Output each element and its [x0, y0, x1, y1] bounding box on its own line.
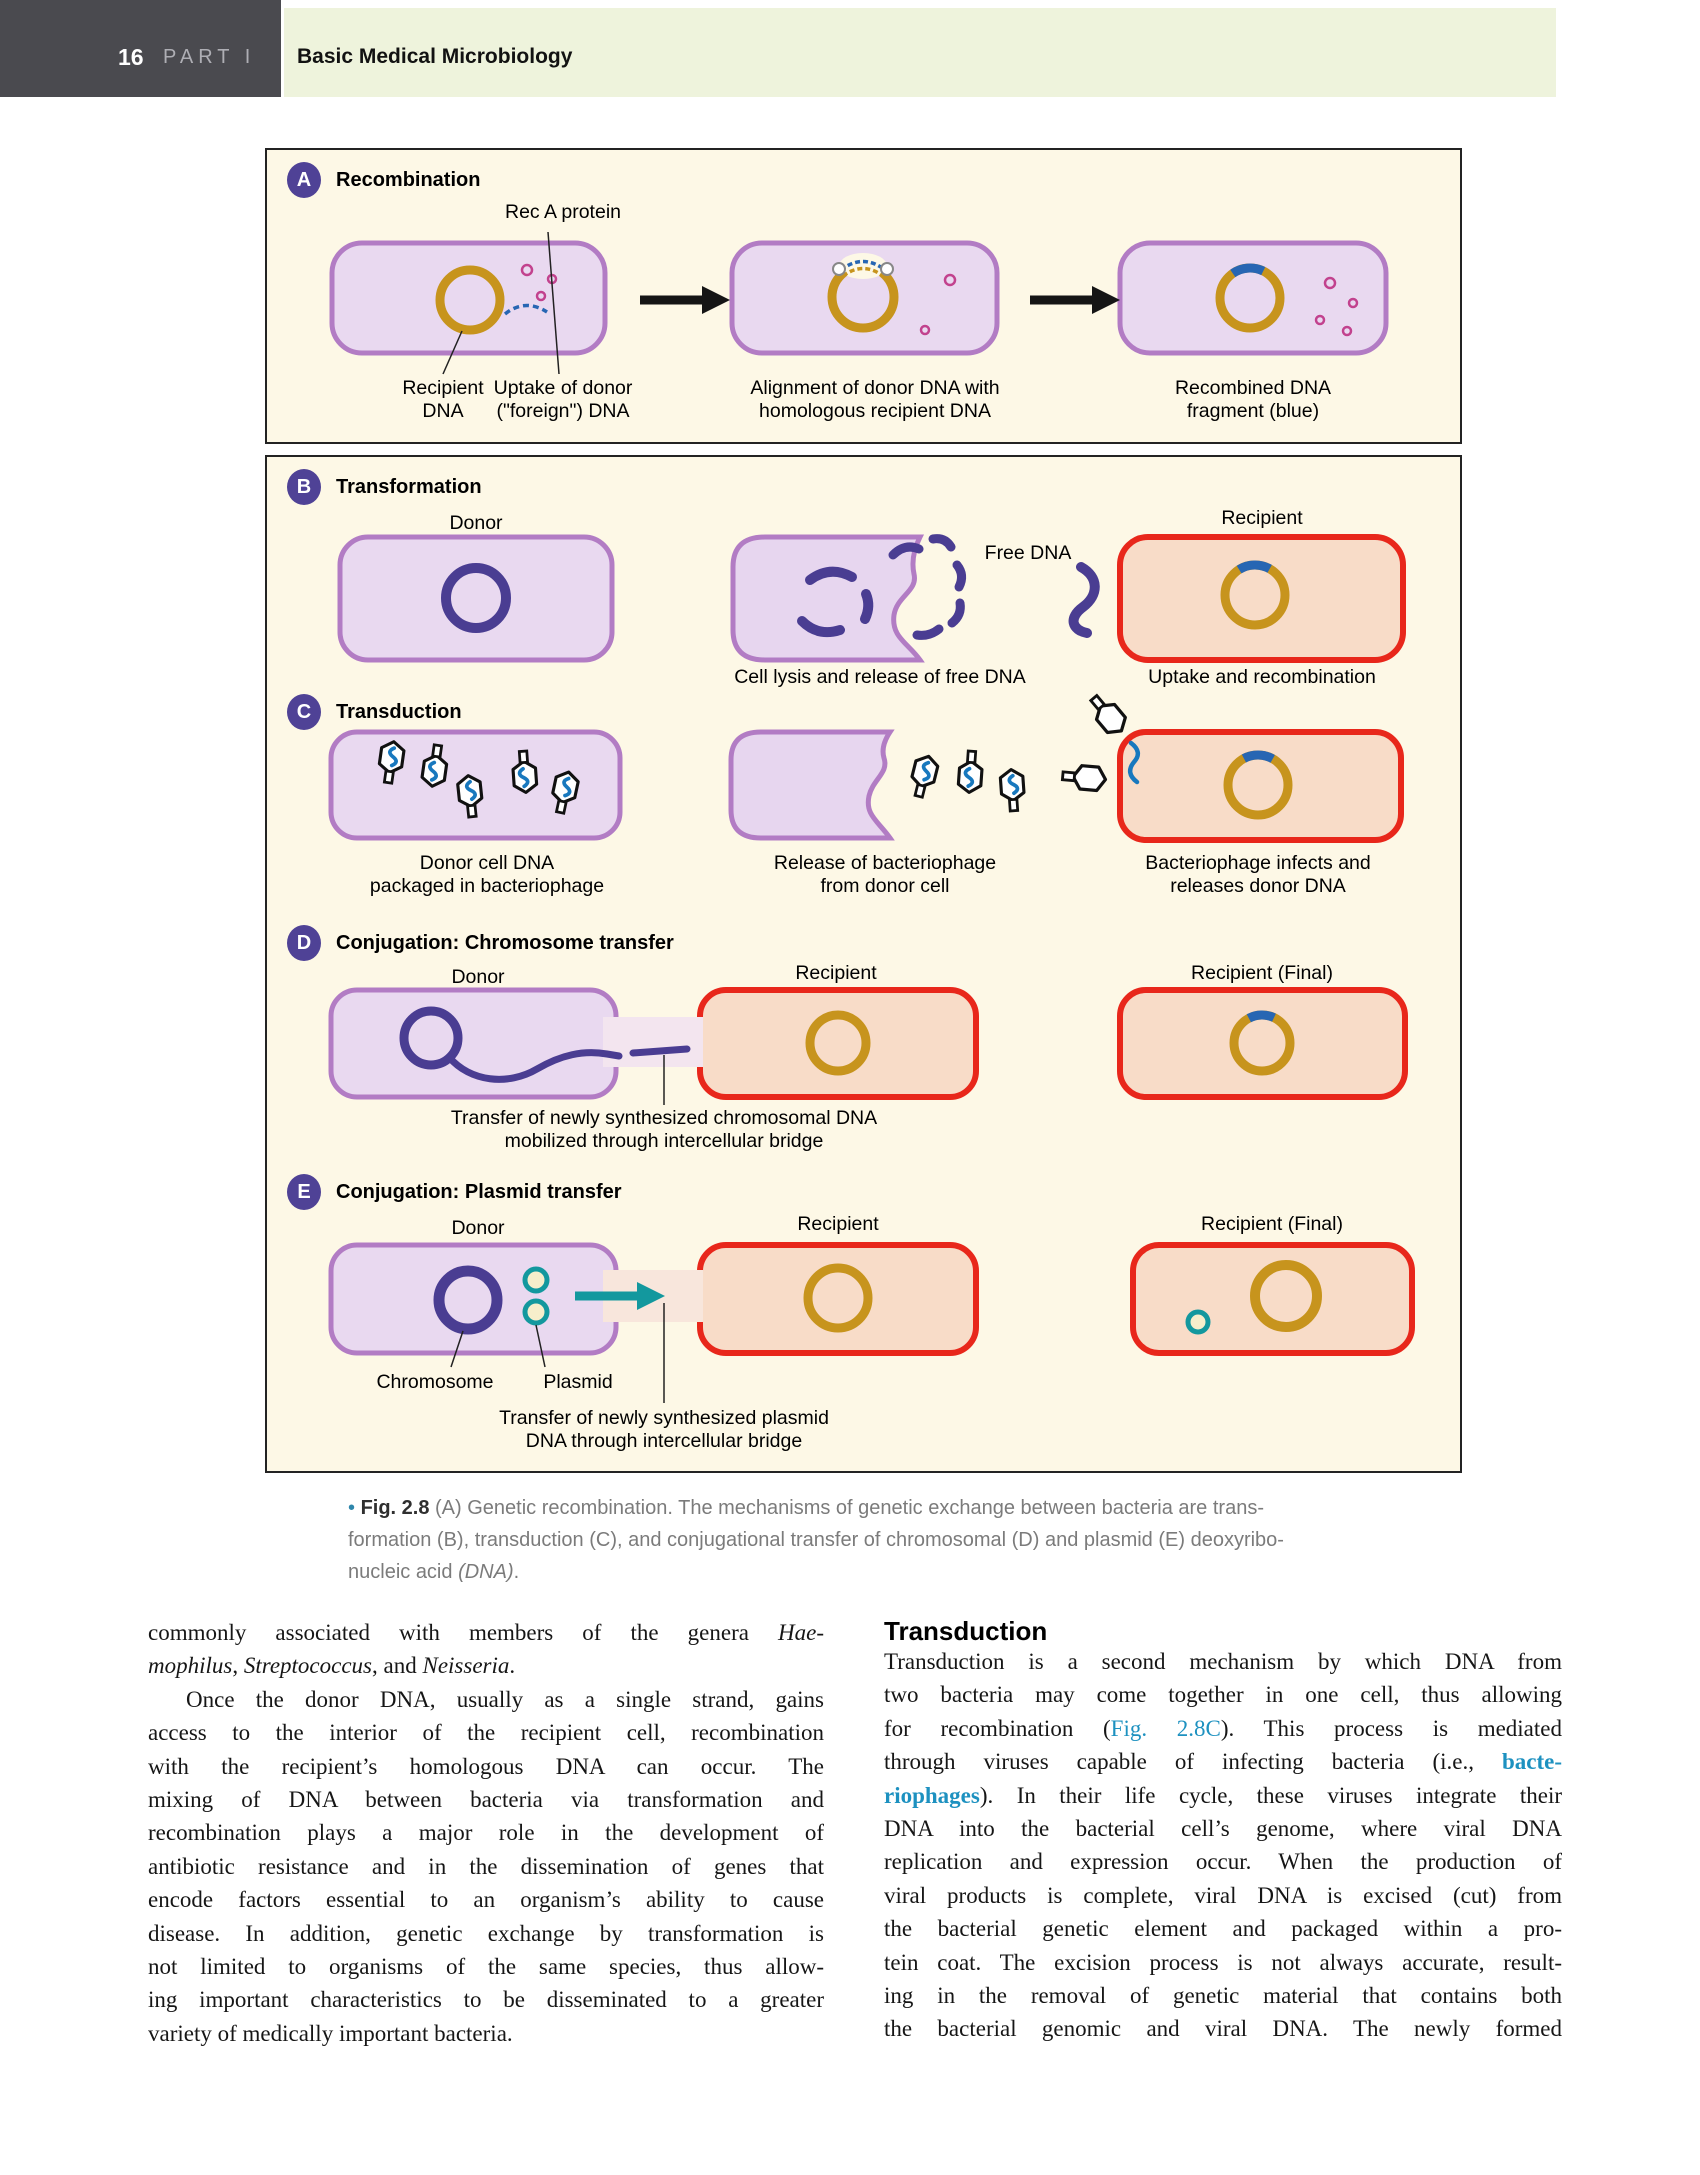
donor-cell — [331, 1245, 616, 1353]
panel-c-diagram — [331, 691, 1401, 840]
label-recipient-final: Recipient (Final) — [1201, 1213, 1343, 1235]
donor-cell — [340, 537, 612, 660]
panel-b-badge — [287, 469, 321, 505]
plasmid-ring — [525, 1301, 547, 1323]
panel-e-title: Conjugation: Plasmid transfer — [336, 1181, 622, 1203]
bacteriophage-icon — [1062, 764, 1107, 791]
plasmid-ring — [1188, 1312, 1208, 1332]
panel-letter: B — [296, 475, 312, 498]
recipient-final-cell — [1133, 1245, 1412, 1353]
lysing-cell — [731, 732, 890, 838]
label-recipient-dna: Recipient DNA — [402, 377, 484, 422]
recipient-cell — [332, 243, 605, 353]
label-chromosome: Chromosome — [376, 1371, 494, 1393]
panel-b-title: Transformation — [336, 476, 482, 498]
label-donor: Donor — [451, 966, 505, 988]
panel-letter: E — [297, 1180, 311, 1203]
bacteriophage-icon — [958, 750, 983, 793]
panel-d-badge — [287, 925, 321, 961]
transferred-strand-tip — [633, 1049, 687, 1053]
recipient-cell — [1120, 732, 1401, 840]
figure-caption: • Fig. 2.8 (A) Genetic recombination. The mechanisms of genetic exchange between bacteria are trans- formation (B), transduction (C), and conjugational transfer of chromosomal (D) and plasmid (E) deoxyribo- nucleic acid (DNA). — [348, 1497, 1284, 1583]
label-alignment: Alignment of donor DNA with homologous recipient DNA — [750, 377, 1000, 422]
bubble-end — [881, 263, 893, 275]
panel-b-diagram — [340, 537, 1403, 660]
section-heading-transduction: Transduction — [884, 1616, 1048, 1646]
label-chromosome-transfer: Transfer of newly synthesized chromosomal DNA mobilized through intercellular bridge — [450, 1107, 878, 1152]
label-packaged: Donor cell DNA packaged in bacteriophage — [369, 852, 605, 897]
panel-d-title: Conjugation: Chromosome transfer — [336, 932, 674, 954]
recombined-cell — [1120, 243, 1386, 353]
recipient-cell — [700, 1245, 976, 1353]
page-number: 16 — [118, 44, 144, 70]
label-recipient: Recipient — [1221, 507, 1303, 529]
label-uptake-recombination: Uptake and recombination — [1148, 666, 1376, 688]
label-rec-a-protein: Rec A protein — [505, 201, 621, 223]
label-recombined: Recombined DNA fragment (blue) — [1174, 377, 1332, 422]
label-uptake-donor: Uptake of donor ("foreign") DNA — [493, 377, 633, 422]
panel-e-badge — [287, 1174, 321, 1210]
panel-a-badge — [287, 162, 321, 198]
recipient-cell — [700, 990, 976, 1097]
body-right-column: Transduction is a second mechanism by which DNA from two bacteria may come together in one cell, thus allowing for recombination (Fig. 2.8C). This process is mediated through viruses capable of infecting bacteria (i.e., bacte- riophages). In their life cycle, these viruses integrate their DNA into the bacterial cell’s genome, where viral DNA replication and expression occur. When the production of viral products is complete, viral DNA is excised (cut) from the bacterial genetic element and packaged within a pro- tein coat. The excision process is not always accurate, result- ing in the removal of genetic material that contains both the bacterial genomic and viral DNA. The newly formed — [884, 1649, 1562, 2042]
panel-a-title: Recombination — [336, 169, 481, 191]
panel-c-title: Transduction — [336, 701, 462, 723]
bacteriophage-icon — [908, 754, 940, 799]
bacteriophage-icon — [1000, 769, 1025, 812]
label-plasmid-transfer: Transfer of newly synthesized plasmid DNA through intercellular bridge — [499, 1407, 829, 1452]
label-release: Release of bacteriophage from donor cell — [773, 852, 997, 897]
donor-cell — [331, 990, 616, 1097]
label-free-dna: Free DNA — [984, 542, 1072, 564]
label-cell-lysis: Cell lysis and release of free DNA — [734, 666, 1026, 688]
panel-d-diagram — [331, 990, 1405, 1105]
free-dna-entering — [1074, 567, 1095, 633]
bacteriophage-icon — [1085, 691, 1131, 739]
plasmid-ring — [525, 1269, 547, 1291]
intercellular-bridge — [603, 1017, 703, 1067]
chapter-title: Basic Medical Microbiology — [297, 45, 573, 68]
body-left-column: commonly associated with members of the genera Hae- mophilus, Streptococcus, and Neisseria. Once the donor DNA, usually as a single strand, gains access to the interior of the recipient cell, recombination with the recipient’s homologous DNA can occur. The mixing of DNA between bacteria via transformation and recombination plays a major role in the development of antibiotic resistance and in the dissemination of genes that encode factors essential to an organism’s ability to cause disease. In addition, genetic exchange by transformation is not limited to organisms of the same species, thus allow- ing important characteristics to be disseminated to a greater variety of medically important bacteria. — [148, 1620, 824, 2046]
part-label: PART I — [163, 46, 256, 68]
recipient-final-cell — [1120, 990, 1405, 1097]
recipient-cell — [1120, 537, 1403, 660]
arrow-icon — [640, 286, 730, 314]
label-infects: Bacteriophage infects and releases donor DNA — [1145, 852, 1371, 897]
panel-letter: A — [296, 168, 312, 191]
bubble-end — [833, 263, 845, 275]
panel-letter: C — [296, 700, 312, 723]
label-recipient: Recipient — [795, 962, 877, 984]
panel-c-badge — [287, 694, 321, 730]
label-donor: Donor — [449, 512, 503, 534]
label-recipient-final: Recipient (Final) — [1191, 962, 1333, 984]
label-plasmid: Plasmid — [543, 1371, 613, 1393]
arrow-icon — [1030, 286, 1120, 314]
label-recipient: Recipient — [797, 1213, 879, 1235]
panel-letter: D — [296, 931, 312, 954]
label-donor: Donor — [451, 1217, 505, 1239]
